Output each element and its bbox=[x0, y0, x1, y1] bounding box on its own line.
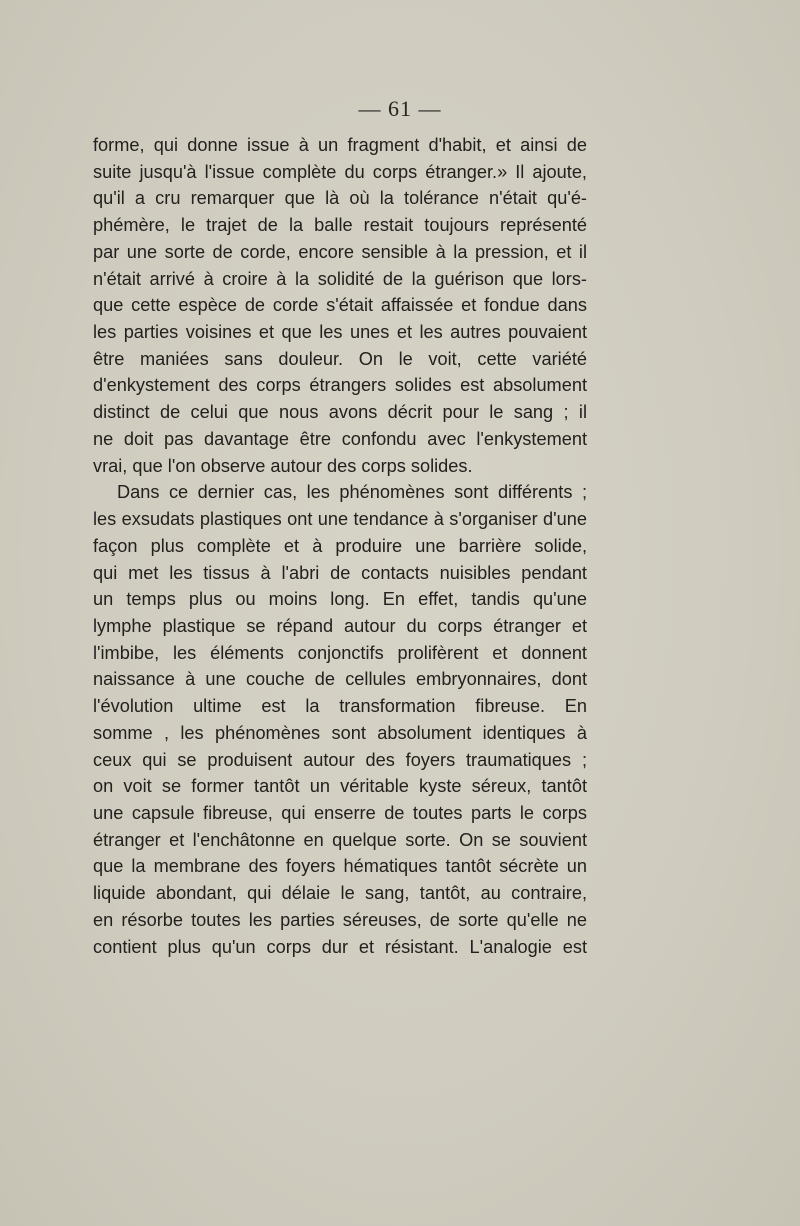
text-line: naissance à une couche de cellules embryonnaires, dont bbox=[93, 669, 587, 690]
text-line: par une sorte de corde, encore sensible à la pression, et il bbox=[93, 241, 587, 262]
text-line: d'enkystement des corps étrangers solides est absolument bbox=[93, 375, 587, 396]
text-line: on voit se former tantôt un véritable kyste séreux, tantôt bbox=[93, 776, 587, 797]
text-line: lymphe plastique se répand autour du corps étranger et bbox=[93, 615, 587, 636]
text-line: phémère, le trajet de la balle restait toujours représenté bbox=[93, 215, 587, 236]
text-line: étranger et l'enchâtonne en quelque sorte. On se souvient bbox=[93, 829, 587, 850]
page-number: — 61 — bbox=[358, 96, 442, 121]
paragraph-1 bbox=[93, 132, 587, 479]
text-line: façon plus complète et à produire une barrière solide, bbox=[93, 535, 587, 556]
text-line: vrai, que l'on observe autour des corps solides. bbox=[93, 455, 473, 476]
text-line: Dans ce dernier cas, les phénomènes sont différents ; bbox=[117, 482, 587, 503]
text-line: suite jusqu'à l'issue complète du corps étranger.» Il ajoute, bbox=[93, 161, 587, 182]
text-line: forme, qui donne issue à un fragment d'habit, et ainsi de bbox=[93, 135, 587, 155]
text-line: somme , les phénomènes sont absolument identiques à bbox=[93, 722, 587, 743]
text-line: qui met les tissus à l'abri de contacts nuisibles pendant bbox=[93, 562, 587, 583]
paragraph-2 bbox=[93, 479, 587, 960]
text-line: en résorbe toutes les parties séreuses, de sorte qu'elle ne bbox=[93, 909, 587, 930]
text-line: l'imbibe, les éléments conjonctifs prolifèrent et donnent bbox=[93, 642, 587, 663]
text-line: distinct de celui que nous avons décrit pour le sang ; il bbox=[93, 402, 587, 423]
body-text bbox=[93, 132, 587, 960]
text-line: ceux qui se produisent autour des foyers traumatiques ; bbox=[93, 749, 587, 770]
text-line: une capsule fibreuse, qui enserre de toutes parts le corps bbox=[93, 802, 587, 823]
text-line: que la membrane des foyers hématiques tantôt sécrète un bbox=[93, 856, 587, 877]
text-line: n'était arrivé à croire à la solidité de la guérison que lors- bbox=[93, 268, 587, 289]
text-line: liquide abondant, qui délaie le sang, tantôt, au contraire, bbox=[93, 883, 587, 904]
text-line: que cette espèce de corde s'était affaissée et fondue dans bbox=[93, 295, 587, 316]
text-line: l'évolution ultime est la transformation fibreuse. En bbox=[93, 696, 587, 717]
text-line: les exsudats plastiques ont une tendance à s'organiser d'une bbox=[93, 509, 587, 530]
text-line: contient plus qu'un corps dur et résistant. L'analogie est bbox=[93, 936, 587, 957]
text-line: être maniées sans douleur. On le voit, cette variété bbox=[93, 348, 587, 369]
text-line: un temps plus ou moins long. En effet, tandis qu'une bbox=[93, 589, 587, 610]
text-line: qu'il a cru remarquer que là où la tolérance n'était qu'é- bbox=[93, 188, 587, 209]
text-line: ne doit pas davantage être confondu avec l'enkystement bbox=[93, 428, 587, 449]
text-line: les parties voisines et que les unes et les autres pouvaient bbox=[93, 322, 587, 343]
